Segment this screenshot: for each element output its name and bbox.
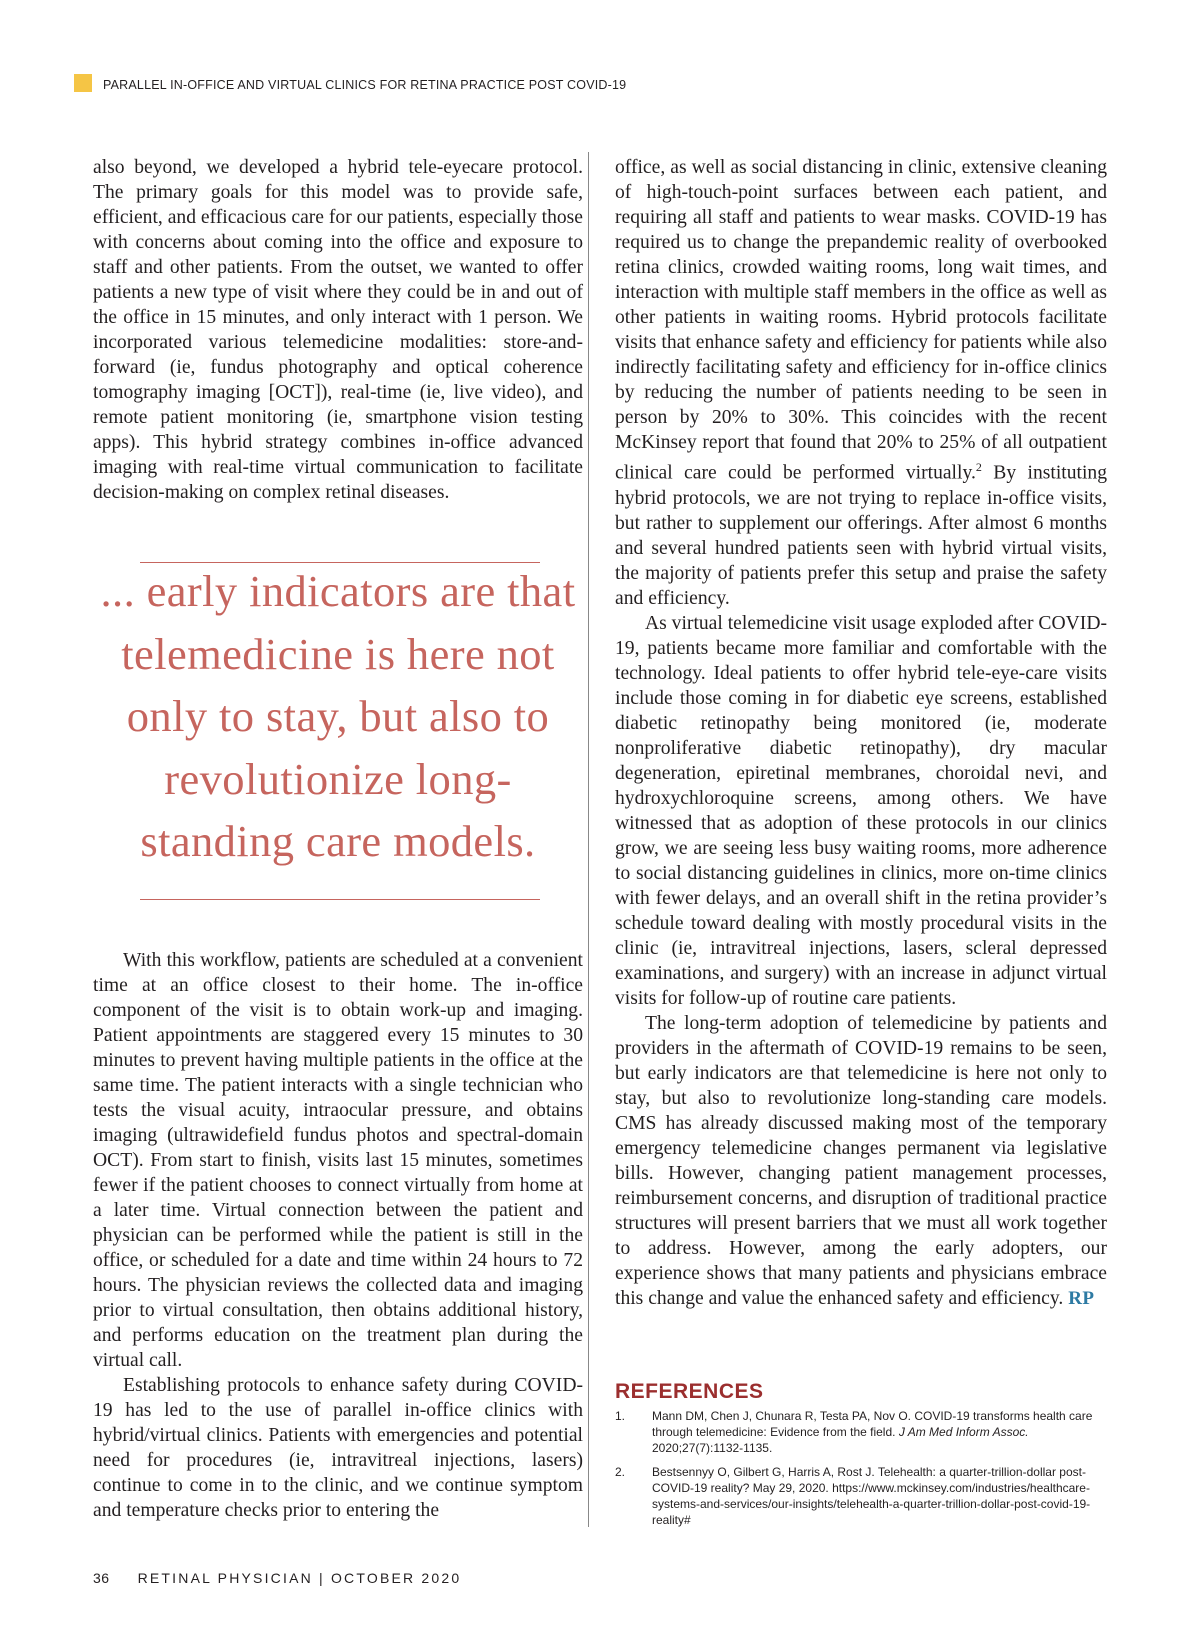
right-paragraph-1-text: office, as well as social distancing in clinic, extensive cleaning of high-touch-point surfaces between each patient, and requiring all staff and patients to wear masks. COVID-19 has required us to change the prepandemic reality of overbooked retina clinics, crowded waiting rooms, long wait times, and interaction with multiple staff members in the office as well as other patients in waiting rooms. Hybrid protocols facilitate visits that enhance safety and efficiency for patients while also indirectly facilitating safety and efficiency for in-office clinics by reducing the number of patients needing to be seen in person by 20% to 30%. This coincides with the recent McKinsey report that found that 20% to 25% of all outpatient clinical care could be performed virtually.	[615, 157, 1107, 484]
left-paragraph-2: With this workflow, patients are scheduled at a convenient time at an office closest to their home. The in-office component of the visit is to obtain work-up and imaging. Patient appointments are staggered every 15 minutes to 30 minutes to prevent having multiple patients in the office at the same time. The patient interacts with a single technician who tests the visual acuity, intraocular pressure, and obtains imaging (ultrawidefield fundus photos and spectral-domain OCT). From start to finish, visits last 15 minutes, sometimes fewer if the patient chooses to connect virtually from home at a later time. Virtual connection between the patient and physician can be performed while the patient is still in the office, or scheduled for a date and time within 24 hours to 72 hours. The physician reviews the collected data and imaging prior to virtual consultation, then obtains additional history, and performs education on the treatment plan during the virtual call.	[93, 950, 583, 1371]
running-head: PARALLEL IN-OFFICE AND VIRTUAL CLINICS FOR RETINA PRACTICE POST COVID-19	[103, 78, 627, 92]
right-paragraph-3	[615, 1011, 1107, 1311]
reference-item	[615, 1464, 1095, 1528]
reference-tail: 2020;27(7):1132-1135.	[652, 1441, 773, 1455]
right-paragraph-1-tail: By instituting hybrid protocols, we are not trying to replace in-office visits, but rather to supplement our offerings. After almost 6 months and several hundred patients seen with hybrid virtual visits, the majority of patients prefer this setup and praise the safety and efficiency.	[615, 462, 1107, 609]
left-paragraph-3: Establishing protocols to enhance safety during COVID-19 has led to the use of parallel in-office clinics with hybrid/virtual clinics. Patients with emergencies and potential need for procedures (ie, intravitreal injections, lasers) continue to come in to the clinic, and we continue symptom and temperature checks prior to entering the	[93, 1375, 583, 1521]
right-paragraph-2: As virtual telemedicine visit usage exploded after COVID-19, patients became more familiar and comfortable with the technology. Ideal patients to offer hybrid tele-eye-care visits include those coming in for diabetic eye screens, established diabetic retinopathy being monitored (ie, moderate nonproliferative diabetic retinopathy), dry macular degeneration, epiretinal membranes, choroidal nevi, and hydroxychloroquine screens, among others. We have witnessed that as adoption of these protocols in our clinics grow, we are seeing less busy waiting rooms, more adherence to social distancing guidelines in clinics, more on-time clinics with fewer delays, and an overall shift in the retina provider’s schedule toward dealing with mostly procedural visits in the clinic (ie, intravitreal injections, lasers, scleral depressed examinations, and surgery) with an increase in adjunct virtual visits for follow-up of routine care patients.	[615, 612, 1107, 1009]
right-column	[615, 155, 1107, 1311]
reference-number: 1.	[615, 1409, 626, 1423]
reference-text	[652, 1464, 1095, 1528]
reference-body: Mann DM, Chen J, Chunara R, Testa PA, Nov O. COVID-19 transforms health care through telemedicine: Evidence from the field.	[652, 1409, 1093, 1439]
left-column-lower	[93, 948, 583, 1523]
header-accent-square	[74, 74, 92, 92]
pull-quote: ... early indicators are that telemedicine is here not only to stay, but also to revolutionize long-standing care models.	[100, 566, 576, 866]
citation-superscript: 2	[975, 460, 982, 474]
reference-text	[652, 1408, 1095, 1456]
right-paragraph-1	[615, 155, 1107, 611]
end-mark-rp: RP	[1068, 1287, 1095, 1309]
reference-journal: J Am Med Inform Assoc.	[898, 1425, 1029, 1439]
references-heading: REFERENCES	[615, 1380, 764, 1403]
publication-line: RETINAL PHYSICIAN | OCTOBER 2020	[137, 1570, 462, 1586]
page-footer	[93, 1570, 461, 1586]
reference-item	[615, 1408, 1095, 1456]
left-paragraph-1: also beyond, we developed a hybrid tele-eyecare protocol. The primary goals for this model was to provide safe, efficient, and efficacious care for our patients, especially those with concerns about coming into the office and exposure to staff and other patients. From the outset, we wanted to offer patients a new type of visit where they could be in and out of the office in 15 minutes, and only interact with 1 person. We incorporated various telemedicine modalities: store-and-forward (ie, fundus photography and optical coherence tomography imaging [OCT]), real-time (ie, live video), and remote patient monitoring (ie, smartphone vision testing apps). This hybrid strategy combines in-office advanced imaging with real-time virtual communication to facilitate decision-making on complex retinal diseases.	[93, 157, 583, 503]
right-paragraph-3-text: The long-term adoption of telemedicine by patients and providers in the aftermath of COVID-19 remains to be seen, but early indicators are that telemedicine is here not only to stay, but also to revolutionize long-standing care models. CMS has already discussed making most of the temporary emergency telemedicine changes permanent via legislative bills. However, changing patient management processes, reimbursement concerns, and disruption of traditional practice structures will present barriers that we must all work together to address. However, among the early adopters, our experience shows that many patients and physicians embrace this change and value the enhanced safety and efficiency.	[615, 1012, 1107, 1309]
reference-number: 2.	[615, 1465, 626, 1479]
references-list	[615, 1408, 1095, 1536]
page-number: 36	[93, 1570, 110, 1586]
pull-quote-rule-bottom	[140, 899, 540, 900]
reference-body: Bestsennyy O, Gilbert G, Harris A, Rost J. Telehealth: a quarter-trillion-dollar post-COVID-19 reality? May 29, 2020. https://www.mckinsey.com/industries/healthcare-systems-and-services/our-insights/telehealth-a-quarter-trillion-dollar-post-covid-19-reality#	[652, 1465, 1091, 1527]
column-divider	[588, 152, 589, 1527]
